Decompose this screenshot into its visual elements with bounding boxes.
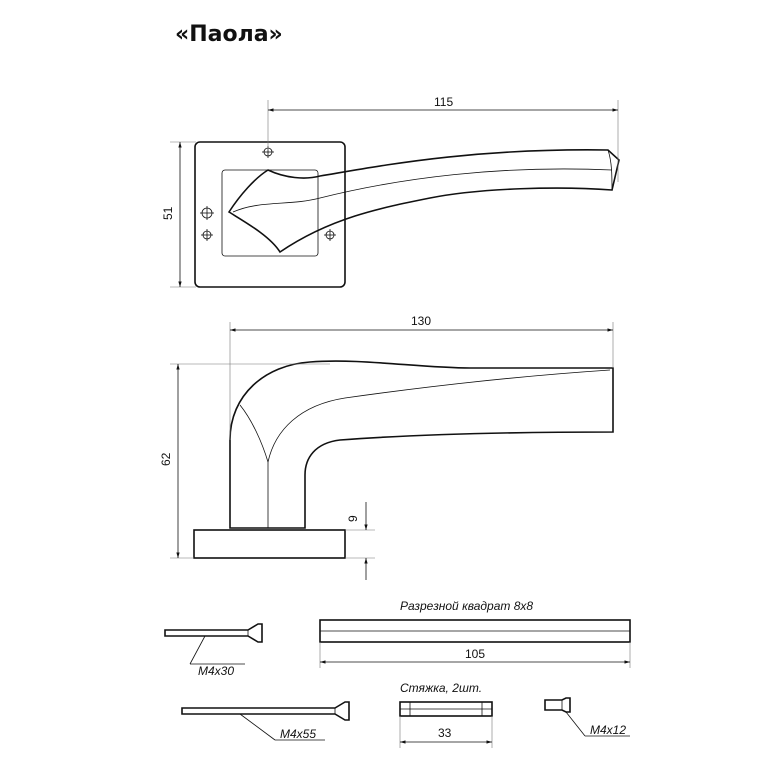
screw-m4x55: [182, 702, 349, 741]
spindle-square: [320, 599, 630, 668]
label-m4x55: M4x55: [280, 727, 317, 741]
handle-side-outline: [230, 361, 613, 528]
screw-m4x12: [545, 698, 630, 737]
neck-ridge-right: [268, 370, 610, 462]
rose-plate-outer: [195, 142, 345, 287]
neck-ridge-left: [240, 405, 268, 462]
screw-hole-left: [200, 206, 214, 220]
dim-9: 9: [346, 515, 360, 522]
dim-105: 105: [465, 647, 486, 661]
tie-label: Стяжка, 2шт.: [400, 681, 483, 695]
screw-m4x30: [165, 624, 262, 678]
screw-hole-right: [324, 229, 336, 241]
screw-hole-left-lower: [201, 229, 213, 241]
page-title: «Паола»: [175, 22, 283, 47]
side-view: [159, 314, 613, 580]
dim-130: 130: [411, 314, 432, 328]
handle-top-outline: [229, 150, 619, 252]
label-m4x30: M4x30: [198, 664, 235, 678]
dim-62: 62: [159, 452, 173, 466]
tie-rod: [400, 681, 492, 748]
dim-33: 33: [438, 726, 452, 740]
top-view: [161, 95, 619, 287]
spindle-label: Разрезной квадрат 8x8: [400, 599, 534, 613]
dim-51: 51: [161, 206, 175, 220]
rose-side: [194, 530, 345, 558]
rose-plate-inner: [222, 170, 318, 256]
handle-top-ridge: [233, 169, 612, 212]
label-m4x12: M4x12: [590, 723, 627, 737]
dim-115: 115: [434, 95, 454, 109]
